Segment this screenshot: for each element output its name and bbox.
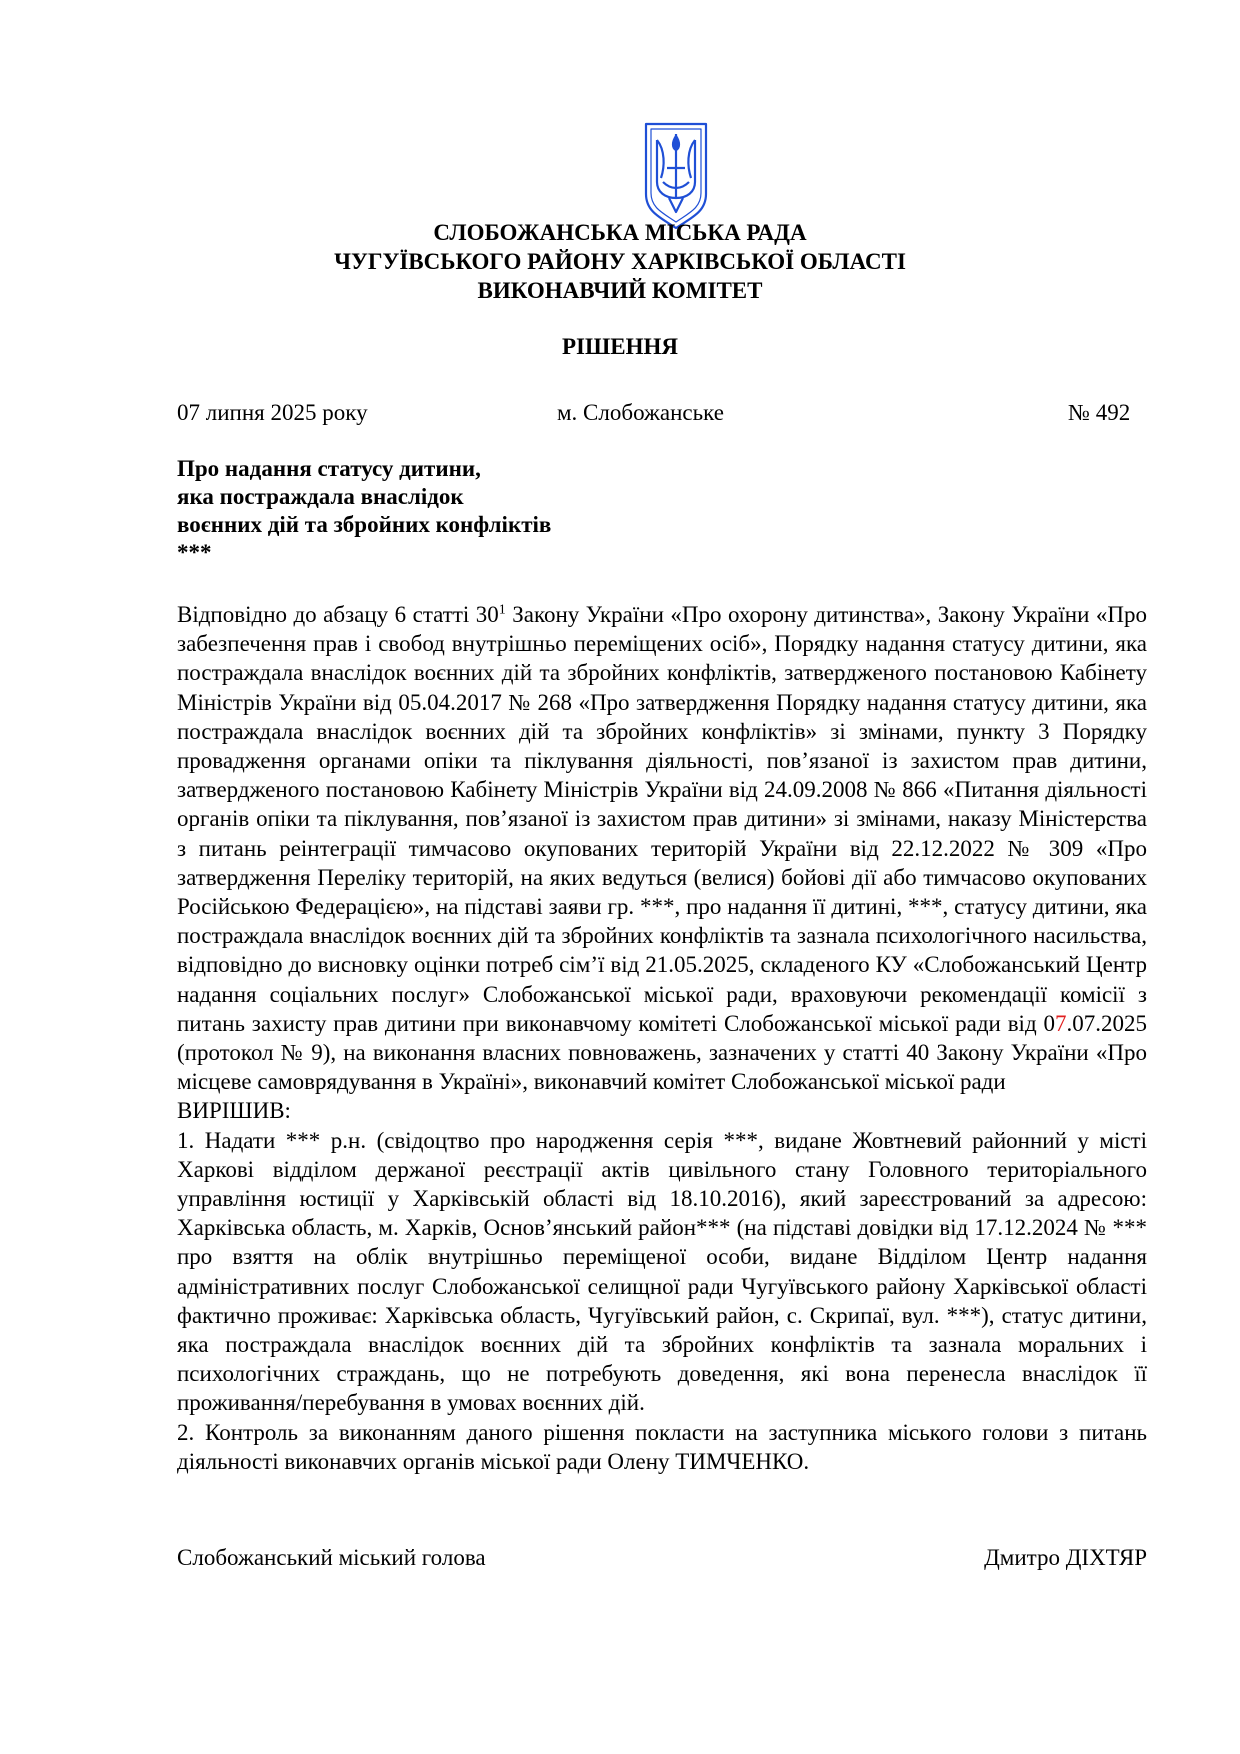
decision-item-2: 2. Контроль за виконанням даного рішення покласти на заступника міського голови з питань діяльності виконавчих органів міської ради Олену ТИМЧЕНКО.	[177, 1419, 1147, 1474]
preamble-paragraph	[177, 600, 1147, 1096]
decided-heading: ВИРІШИВ:	[177, 1098, 291, 1124]
subject-line-3: воєнних дій та збройних конфліктів	[177, 512, 552, 537]
org-name-line-3: ВИКОНАВЧИЙ КОМІТЕТ	[477, 278, 763, 303]
org-name-line-1: СЛОБОЖАНСЬКА МІСЬКА РАДА	[433, 220, 807, 245]
superscript-index: 1	[498, 602, 506, 618]
decision-number: № 492	[1068, 400, 1131, 425]
signatory-position: Слобожанський міський голова	[177, 1545, 486, 1570]
org-name-line-2: ЧУГУЇВСЬКОГО РАЙОНУ ХАРКІВСЬКОЇ ОБЛАСТІ	[334, 249, 906, 274]
decision-body	[177, 600, 1147, 1476]
subject-line-4: ***	[177, 540, 212, 565]
preamble-text-c: .07.2025 (протокол № 9), на виконання власних повноважень, зазначених у статті 40 Закону України «Про місцеве самоврядування в Україні», виконавчий комітет Слобожанської міської ради	[177, 1010, 1147, 1095]
preamble-text-b: Закону України «Про охорону дитинства», Закону України «Про забезпечення прав і свобод внутрішньо переміщених осіб», Порядку надання статусу дитини, яка постраждала внаслідок воєнних дій та збройних конфліктів, затвердженого постановою Кабінету Міністрів України від 05.04.2017 № 268 «Про затвердження Порядку надання статусу дитини, яка постраждала внаслідок воєнних дій та збройних конфліктів» зі змінами, пункту 3 Порядку провадження органами опіки та піклування діяльності, пов’язаної із захистом прав дитини, затвердженого постановою Кабінету Міністрів України від 24.09.2008 № 866 «Питання діяльності органів опіки та піклування, пов’язаної із захистом прав дитини» зі змінами, наказу Міністерства з питань реінтеграції тимчасово окупованих територій України від 22.12.2022 № 309 «Про затвердження Переліку територій, на яких ведуться (велися) бойові дії або тимчасово окупованих Російською Федерацією», на підставі заяви гр. ***, про надання її дитині, ***, статусу дитини, яка постраждала внаслідок воєнних дій та збройних конфліктів та зазнала психологічного насильства, відповідно до висновку оцінки потреб сім’ї від 21.05.2025, складеного КУ «Слобожанський Центр надання соціальних послуг» Слобожанської міської ради, враховуючи рекомендації комісії з питань захисту прав дитини при виконавчому комітеті Слобожанської міської ради від 0	[177, 602, 1147, 1036]
decision-city: м. Слобожанське	[557, 400, 724, 425]
organization-header	[0, 218, 1240, 305]
highlighted-digit: 7	[1055, 1010, 1067, 1036]
decision-item-1: 1. Надати *** р.н. (свідоцтво про народження серія ***, видане Жовтневий районний у місті Харкові відділом держаної реєстрації актів цивільного стану Головного територіального управління юстиції у Харківській області від 18.10.2016), який зареєстрований за адресою: Харківська область, м. Харків, Основ’янський район*** (на підставі довідки від 17.12.2024 № *** про взяття на облік внутрішньо переміщеної особи, видане Відділом Центр надання адміністративних послуг Слобожанської селищної ради Чугуївського району Харківської області фактично проживає: Харківська область, Чугуївський район, с. Скрипаї, вул. ***), статус дитини, яка постраждала внаслідок воєнних дій та збройних конфліктів та зазнала моральних і психологічних страждань, що не потребують доведення, які вона перенесла внаслідок її проживання/перебування в умовах воєнних дій.	[177, 1127, 1147, 1416]
document-type-title: РІШЕННЯ	[562, 334, 678, 359]
subject-line-2: яка постраждала внаслідок	[177, 484, 464, 509]
decision-date: 07 липня 2025 року	[177, 400, 368, 425]
coat-of-arms-icon	[643, 120, 709, 230]
signatory-name: Дмитро ДІХТЯР	[984, 1545, 1147, 1570]
subject-line-1: Про надання статусу дитини,	[177, 456, 481, 481]
decision-subject	[177, 455, 551, 567]
preamble-text-a: Відповідно до абзацу 6 статті 30	[177, 602, 499, 627]
